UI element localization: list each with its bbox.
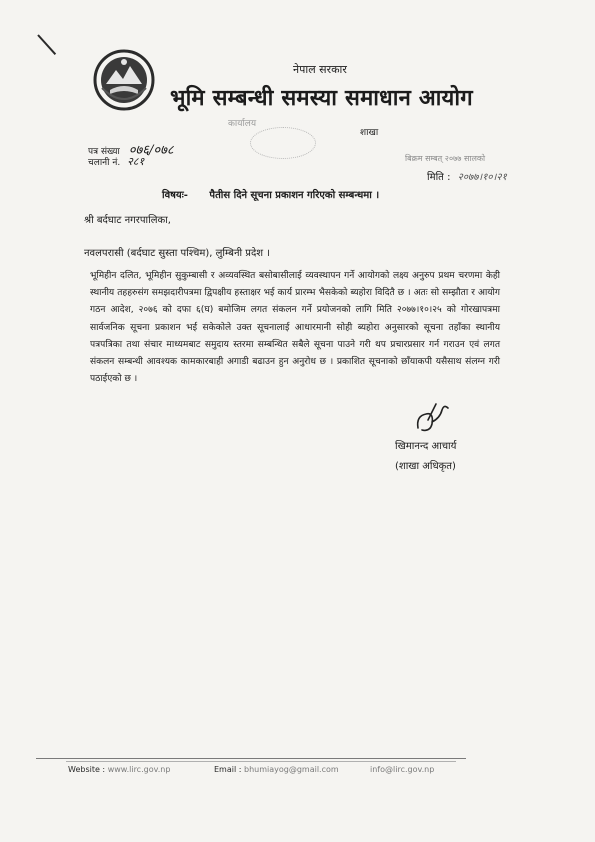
- website-link[interactable]: www.lirc.gov.np: [107, 765, 171, 774]
- commission-name: भूमि सम्बन्धी समस्या समाधान आयोग: [170, 86, 473, 111]
- email-link[interactable]: bhumiayog@gmail.com: [243, 765, 339, 774]
- footer-divider: [36, 758, 466, 759]
- footer-divider-secondary: [66, 761, 456, 762]
- government-name: नेपाल सरकार: [293, 63, 347, 76]
- recipient-line-2: नवलपरासी (बर्दघाट सुस्ता पश्चिम), लुम्बिनी प्रदेश ।: [84, 248, 271, 259]
- date-era-note: बिक्रम सम्बत् २०७७ सालको: [405, 154, 486, 163]
- letter-number-value: ०७६/०७८: [128, 143, 174, 158]
- dispatch-number-value: २८१: [127, 155, 145, 168]
- dispatch-number-row: [88, 154, 144, 169]
- stamp-text: कार्यालय: [228, 119, 257, 129]
- nepal-government-emblem-icon: [92, 48, 156, 112]
- subject-line: [162, 187, 379, 201]
- website-label: Website :: [68, 765, 106, 774]
- handwritten-signature-icon: [412, 398, 452, 442]
- branch-label: शाखा: [360, 128, 379, 138]
- recipient-line-1: श्री बर्दघाट नगरपालिका,: [84, 215, 171, 226]
- dispatch-number-label: चलानी नं.: [88, 158, 121, 168]
- email-label: Email :: [214, 765, 242, 774]
- date-label: मिति: [427, 172, 444, 183]
- signatory-title: (शाखा अधिकृत): [395, 461, 456, 472]
- subject-label: विषयः-: [162, 190, 188, 201]
- subject-text: पैतीस दिने सूचना प्रकाशन गरिएको सम्बन्धमा ।: [209, 190, 380, 201]
- letter-body: भूमिहीन दलित, भूमिहीन सुकुम्बासी र अव्यवस्थित बसोबासीलाई व्यवस्थापन गर्ने आयोगको लक्ष्य अनुरुप प्रथम चरणमा केही स्थानीय तहहरुसंग समझदारीपत्रमा द्विपक्षीय हस्ताक्षर भई कार्य प्रारम्भ भैसकेको ब्यहोरा विदितै छ । अतः सो सम्झौता र आयोग गठन आदेश, २०७६ को दफा ६(घ) बमोजिम लगत संकलन गर्ने प्रयोजनको लागि मिति २०७७।१०।२५ को गोरखापत्रमा सार्वजनिक सूचना प्रकाशन भई सकेकोले उक्त सूचनालाई आधारमानी सोही ब्यहोरा अनुसारको सूचना तहाँका स्थानीय पत्रपत्रिका तथा संचार माध्यमबाट समुदाय स्तरमा सम्बन्धित सबैले सूचना पाउने गरी थप प्रचारप्रसार गर्न गराउन एवं लगत संकलन सम्बन्धी आवश्यक कामकारबाही अगाडी बढाउन हुन अनुरोध छ । प्रकाशित सूचनाको छाँयाकपी यसैसाथ संलग्न गरी पठाईएको छ ।: [90, 271, 500, 385]
- pen-stroke-mark: [37, 34, 56, 55]
- footer-website: [68, 765, 170, 774]
- letter-number-label: पत्र संख्या: [88, 147, 120, 157]
- date-value: २०७७।१०।२१: [457, 172, 507, 183]
- date-row: मिति : २०७७।१०।२१: [427, 172, 507, 183]
- signatory-name: खिमानन्द आचार्य: [395, 441, 457, 452]
- footer-email: [214, 765, 339, 774]
- footer-info-email[interactable]: info@lirc.gov.np: [370, 765, 435, 774]
- faded-office-stamp: [250, 127, 316, 159]
